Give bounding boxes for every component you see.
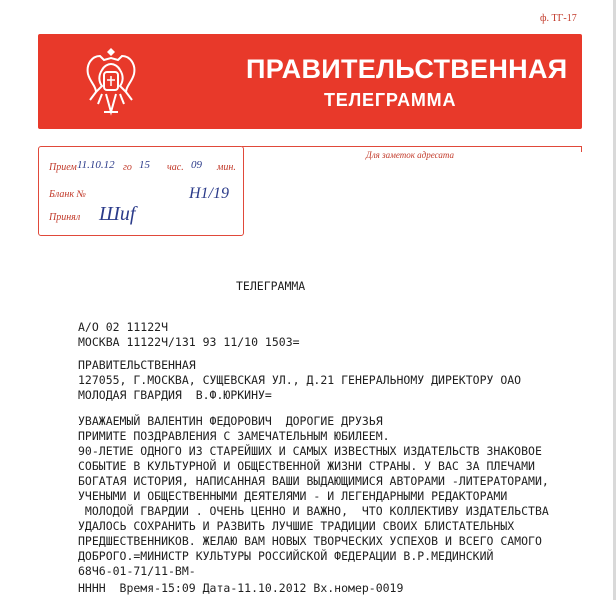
message-line: УЧЕНЫМИ И ОБЩЕСТВЕННЫМИ ДЕЯТЕЛЯМИ - И ЛЕГЕНДАРНЫМИ РЕДАКТОРАМИ xyxy=(78,489,508,503)
reception-box xyxy=(38,146,244,236)
priem-hour: 15 xyxy=(139,159,150,171)
go-label: го xyxy=(123,162,132,173)
message-line: УВАЖАЕМЫЙ ВАЛЕНТИН ФЕДОРОВИЧ ДОРОГИЕ ДРУЗЬЯ xyxy=(78,414,383,428)
addressee-line-3: МОЛОДАЯ ГВАРДИЯ В.Ф.ЮРКИНУ= xyxy=(78,388,272,402)
addressee-line-2: 127055, Г.МОСКВА, СУЩЕВСКАЯ УЛ., Д.21 ГЕНЕРАЛЬНОМУ ДИРЕКТОРУ ОАО xyxy=(78,373,522,387)
addressee-line-1: ПРАВИТЕЛЬСТВЕННАЯ xyxy=(78,358,196,372)
priem-date: 11.10.12 xyxy=(77,159,115,171)
coat-of-arms-icon xyxy=(82,42,140,120)
notes-label: Для заметок адресата xyxy=(366,150,454,160)
telegram-footer: НННН Время-15:09 Дата-11.10.2012 Вх.номер-0019 xyxy=(78,581,404,595)
blank-value: Н1/19 xyxy=(189,185,229,202)
message-line: ПРЕДШЕСТВЕННИКОВ. ЖЕЛАЮ ВАМ НОВЫХ ТВОРЧЕСКИХ УСПЕХОВ И ВСЕГО САМОГО xyxy=(78,534,542,548)
prinyal-signature: Шиf xyxy=(99,203,136,225)
form-code: ф. ТГ-17 xyxy=(540,13,577,24)
message-line: 90-ЛЕТИЕ ОДНОГО ИЗ СТАРЕЙШИХ И САМЫХ ИЗВЕСТНЫХ ИЗДАТЕЛЬСТВ ЗНАКОВОЕ xyxy=(78,444,542,458)
priem-min: 09 xyxy=(191,159,202,171)
message-line: МОЛОДОЙ ГВАРДИИ . ОЧЕНЬ ЦЕННО И ВАЖНО, ЧТО КОЛЛЕКТИВУ ИЗДАТЕЛЬСТВА xyxy=(78,504,549,518)
message-line: ДОБРОГО.=МИНИСТР КУЛЬТУРЫ РОССИЙСКОЙ ФЕДЕРАЦИИ В.Р.МЕДИНСКИЙ xyxy=(78,549,494,563)
service-line-2: МОСКВА 11122Ч/131 93 11/10 1503= xyxy=(78,335,300,349)
message-line: 68Ч6-01-71/11-ВМ- xyxy=(78,564,196,578)
service-line-1: А/О 02 11122Ч xyxy=(78,320,169,334)
chas-label: час. xyxy=(167,162,184,173)
telegram-header-banner xyxy=(38,34,582,129)
message-line: ПРИМИТЕ ПОЗДРАВЛЕНИЯ С ЗАМЕЧАТЕЛЬНЫМ ЮБИЛЕЕМ. xyxy=(78,429,390,443)
header-title-line1: ПРАВИТЕЛЬСТВЕННАЯ xyxy=(246,54,568,84)
min-label: мин. xyxy=(217,162,236,173)
header-title-line2: ТЕЛЕГРАММА xyxy=(324,90,457,110)
blank-label: Бланк № xyxy=(49,189,86,200)
message-line: БОГАТАЯ ИСТОРИЯ, НАПИСАННАЯ ВАШИ ВЫДАЮЩИМИСЯ АВТОРАМИ -ЛИТЕРАТОРАМИ, xyxy=(78,474,549,488)
message-line: УДАЛОСЬ СОХРАНИТЬ И РАЗВИТЬ ЛУЧШИЕ ТРАДИЦИИ СВОИХ БЛИСТАТЕЛЬНЫХ xyxy=(78,519,515,533)
telegram-heading: ТЕЛЕГРАММА xyxy=(236,279,306,293)
notes-divider-end xyxy=(581,146,582,152)
message-line: СОБЫТИЕ В КУЛЬТУРНОЙ И ОБЩЕСТВЕННОЙ ЖИЗНИ СТРАНЫ. У ВАС ЗА ПЛЕЧАМИ xyxy=(78,459,535,473)
notes-divider xyxy=(242,146,582,147)
prinyal-label: Принял xyxy=(49,212,81,223)
priem-label: Прием xyxy=(49,162,77,173)
